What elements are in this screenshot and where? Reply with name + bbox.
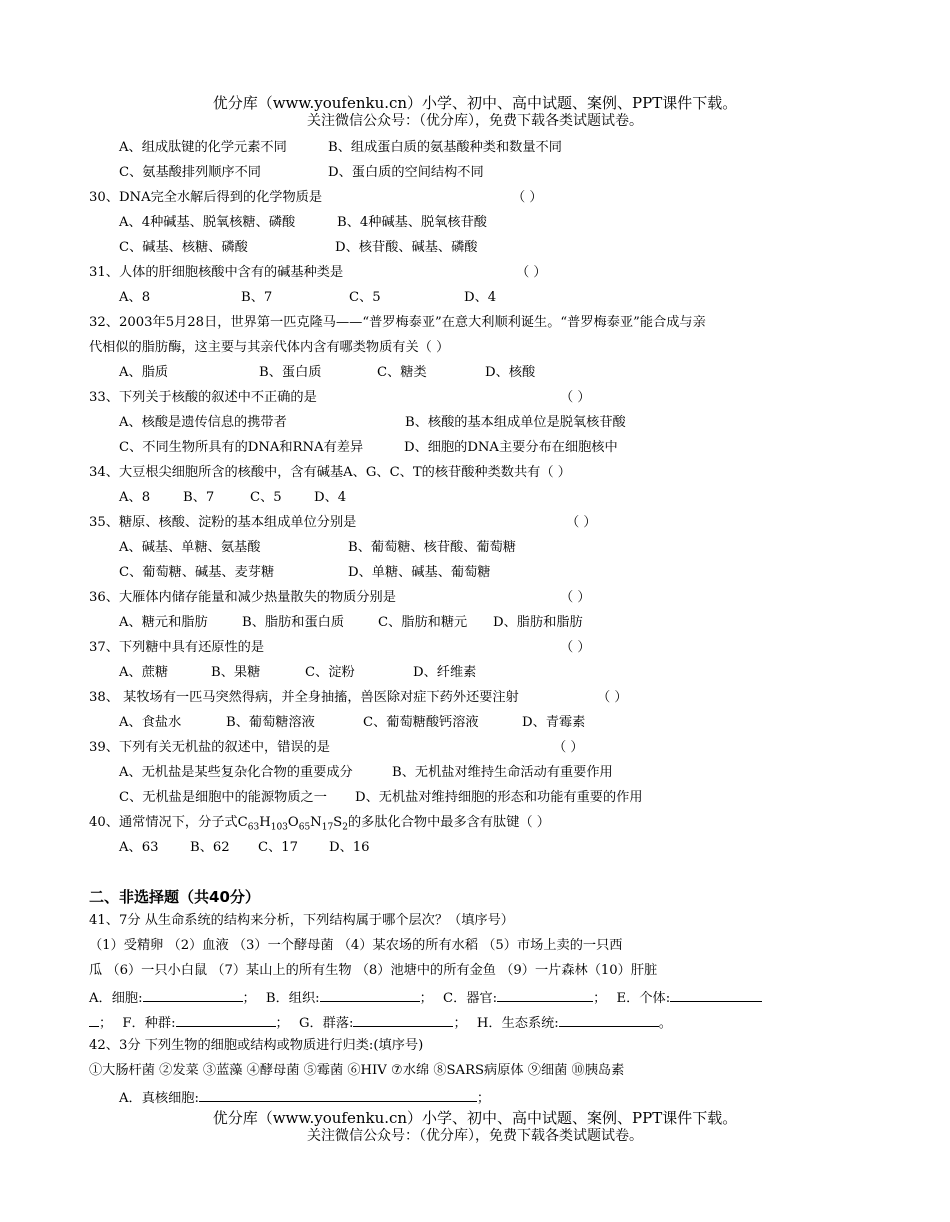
q36-option-c: C、脂肪和糖元 [378, 615, 468, 630]
q35-option-d: D、单糖、碱基、葡萄糖 [348, 565, 491, 580]
q41-fill-row2 [89, 1012, 672, 1033]
q40-sub-o: 65 [298, 822, 311, 833]
q41-sep: ； [453, 1016, 467, 1031]
q41-organ-blank[interactable] [497, 987, 593, 1002]
q34-option-a: A、8 [119, 490, 151, 505]
q40-h: H [259, 815, 271, 830]
q35-option-b: B、葡萄糖、核苷酸、葡萄糖 [348, 540, 516, 555]
q29-option-d: D、蛋白质的空间结构不同 [328, 165, 484, 180]
q40-option-a: A、63 [119, 840, 159, 855]
q38-option-b: B、葡萄糖溶液 [226, 715, 315, 730]
q36-stem: 36、大雁体内储存能量和减少热量散失的物质分别是 [89, 590, 396, 605]
q36-option-d: D、脂肪和脂肪 [493, 615, 583, 630]
q31-answer-paren: （ ） [516, 265, 547, 280]
q33-stem: 33、下列关于核酸的叙述中不正确的是 [89, 390, 317, 405]
q33-option-d: D、细胞的DNA主要分布在细胞核中 [404, 440, 618, 455]
q40-option-b: B、62 [190, 840, 230, 855]
q41-sep: ； [593, 991, 607, 1006]
q42-eukaryote-label: A．真核细胞: [119, 1091, 199, 1106]
q38-stem: 38、 某牧场有一匹马突然得病，并全身抽搐，兽医除对症下药外还要注射 [89, 690, 519, 705]
q41-end: 。 [658, 1016, 672, 1031]
q37-option-c: C、淀粉 [305, 665, 355, 680]
q40-s: S [333, 815, 343, 830]
q40-stem-post: 的多肽化合物中最多含有肽键（ ） [347, 815, 550, 830]
q30-answer-paren: （ ） [512, 190, 543, 205]
q40-option-d: D、16 [329, 840, 370, 855]
q38-option-a: A、食盐水 [119, 715, 182, 730]
header-line1: 优分库（www.youfenku.cn）小学、初中、高中试题、案例、PPT课件下载。 [212, 94, 738, 112]
q41-sep: ； [99, 1016, 113, 1031]
q39-option-c: C、无机盐是细胞中的能源物质之一 [119, 790, 327, 805]
q31-option-c: C、5 [349, 290, 381, 305]
q41-sep: ； [419, 991, 433, 1006]
q41-organ-label: C．器官: [443, 991, 498, 1006]
q36-answer-paren: （ ） [560, 590, 591, 605]
q32-option-b: B、蛋白质 [259, 365, 322, 380]
q42-fill-row [119, 1087, 490, 1108]
q31-stem: 31、人体的肝细胞核酸中含有的碱基种类是 [89, 265, 344, 280]
q39-stem: 39、下列有关无机盐的叙述中，错误的是 [89, 740, 330, 755]
section2-title: 二、非选择题（共40分） [89, 888, 260, 906]
q41-sep: ； [275, 1016, 289, 1031]
q41-stem: 41、7分 从生命系统的结构来分析，下列结构属于哪个层次？（填序号） [89, 913, 514, 928]
q35-option-c: C、葡萄糖、碱基、麦芽糖 [119, 565, 275, 580]
q42-sep: ； [476, 1091, 491, 1106]
footer-line2: 关注微信公众号：（优分库），免费下载各类试题试卷。 [307, 1128, 643, 1144]
q29-option-b: B、组成蛋白质的氨基酸种类和数量不同 [328, 140, 562, 155]
q41-items-line1: （1）受精卵 （2）血液 （3）一个酵母菌 （4）某农场的所有水稻 （5）市场上卖的一只西 [89, 938, 623, 953]
q36-option-b: B、脂肪和蛋白质 [242, 615, 345, 630]
q42-items: ①大肠杆菌 ②发菜 ③蓝藻 ④酵母菌 ⑤霉菌 ⑥HIV ⑦水绵 ⑧SARS病原体 ⑨细菌 ⑩胰岛素 [89, 1063, 625, 1078]
q40-sub-n: 17 [321, 822, 334, 833]
q40-o: O [287, 815, 299, 830]
footer-line1: 优分库（www.youfenku.cn）小学、初中、高中试题、案例、PPT课件下载。 [212, 1109, 738, 1127]
q40-stem [89, 814, 550, 832]
q41-tissue-label: B．组织: [265, 991, 320, 1006]
header-line2: 关注微信公众号：（优分库），免费下载各类试题试卷。 [307, 113, 643, 129]
q31-option-d: D、4 [464, 290, 497, 305]
q37-stem: 37、下列糖中具有还原性的是 [89, 640, 265, 655]
q40-sub-s: 2 [342, 822, 348, 833]
q37-option-b: B、果糖 [211, 665, 261, 680]
q38-answer-paren: （ ） [597, 690, 628, 705]
q30-option-c: C、碱基、核糖、磷酸 [119, 240, 248, 255]
q41-ecosystem-label: H．生态系统: [476, 1016, 559, 1031]
q31-option-b: B、7 [241, 290, 273, 305]
q41-individual-blank-cont[interactable] [89, 1012, 99, 1027]
q42-stem: 42、3分 下列生物的细胞或结构或物质进行归类:(填序号) [89, 1038, 424, 1053]
q40-sub-c: 63 [247, 822, 260, 833]
q39-answer-paren: （ ） [553, 740, 584, 755]
q39-option-a: A、无机盐是某些复杂化合物的重要成分 [119, 765, 353, 780]
q32-stem-line2: 代相似的脂肪酶，这主要与其亲代体内含有哪类物质有关（ ） [89, 340, 450, 355]
q37-answer-paren: （ ） [560, 640, 591, 655]
q33-option-c: C、不同生物所具有的DNA和RNA有差异 [119, 440, 364, 455]
q31-option-a: A、8 [119, 290, 151, 305]
q41-population-blank[interactable] [176, 1012, 276, 1027]
q34-option-b: B、7 [183, 490, 215, 505]
q30-option-b: B、4种碱基、脱氧核苷酸 [337, 215, 487, 230]
q41-population-label: F．种群: [122, 1016, 176, 1031]
q30-stem: 30、DNA完全水解后得到的化学物质是 [89, 190, 323, 205]
q35-answer-paren: （ ） [566, 515, 597, 530]
q41-fill-row1 [89, 987, 762, 1008]
q30-option-d: D、核苷酸、碱基、磷酸 [335, 240, 478, 255]
q40-stem-pre: 40、通常情况下，分子式C [89, 815, 248, 830]
q37-option-a: A、蔗糖 [119, 665, 169, 680]
q36-option-a: A、糖元和脂肪 [119, 615, 208, 630]
q32-stem-line1: 32、2003年5月28日，世界第一匹克隆马——“普罗梅泰亚”在意大利顺利诞生。“普罗梅泰亚”能合成与亲 [89, 315, 706, 330]
q37-option-d: D、纤维素 [413, 665, 477, 680]
q34-option-c: C、5 [250, 490, 282, 505]
q32-option-c: C、糖类 [377, 365, 427, 380]
q33-answer-paren: （ ） [560, 390, 591, 405]
q41-items-line2: 瓜 （6）一只小白鼠 （7）某山上的所有生物 （8）池塘中的所有金鱼 （9）一片森林（10）肝脏 [89, 963, 658, 978]
q40-sub-h: 103 [270, 822, 288, 833]
q35-stem: 35、糖原、核酸、淀粉的基本组成单位分别是 [89, 515, 357, 530]
q41-individual-label: E．个体: [616, 991, 671, 1006]
q40-option-c: C、17 [258, 840, 299, 855]
q39-option-d: D、无机盐对维持细胞的形态和功能有重要的作用 [355, 790, 643, 805]
q38-option-d: D、青霉素 [522, 715, 586, 730]
q41-cell-blank[interactable] [143, 987, 243, 1002]
q41-ecosystem-blank[interactable] [559, 1012, 659, 1027]
q40-n: N [310, 815, 322, 830]
q41-tissue-blank[interactable] [320, 987, 420, 1002]
q41-cell-label: A．细胞: [89, 991, 143, 1006]
q41-sep: ； [242, 991, 256, 1006]
q30-option-a: A、4种碱基、脱氧核糖、磷酸 [119, 215, 296, 230]
q34-stem: 34、大豆根尖细胞所含的核酸中，含有碱基A、G、C、T的核苷酸种类数共有（ ） [89, 465, 571, 480]
q33-option-b: B、核酸的基本组成单位是脱氧核苷酸 [405, 415, 626, 430]
q41-individual-blank[interactable] [670, 987, 762, 1002]
q29-option-c: C、氨基酸排列顺序不同 [119, 165, 261, 180]
q29-option-a: A、组成肽键的化学元素不同 [119, 140, 287, 155]
q41-community-label: G．群落: [298, 1016, 354, 1031]
q32-option-a: A、脂质 [119, 365, 169, 380]
q39-option-b: B、无机盐对维持生命活动有重要作用 [392, 765, 613, 780]
q41-community-blank[interactable] [353, 1012, 453, 1027]
q32-option-d: D、核酸 [485, 365, 536, 380]
q33-option-a: A、核酸是遗传信息的携带者 [119, 415, 287, 430]
q42-eukaryote-blank[interactable] [199, 1087, 477, 1102]
q35-option-a: A、碱基、单糖、氨基酸 [119, 540, 261, 555]
q34-option-d: D、4 [314, 490, 347, 505]
q38-option-c: C、葡萄糖酸钙溶液 [363, 715, 479, 730]
